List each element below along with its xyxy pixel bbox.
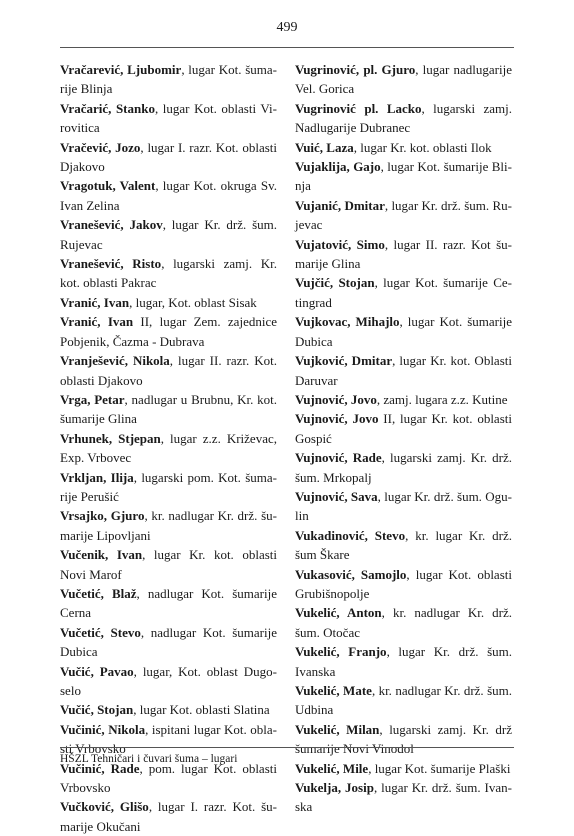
entry: [295, 235, 512, 274]
entry-name: Vučinić, Rade: [60, 760, 140, 776]
entry-text: II, lugar Kr. kot. oblasti Gospić: [295, 411, 512, 446]
entry-name: Vujatović, Simo: [295, 236, 385, 252]
entry-text: , lugarski pom. Kot. šumarije Perušić: [60, 469, 277, 504]
entry: [295, 487, 512, 526]
entry-text: , lugarski zamj. Kr. drž šumarije Novi Vinodol: [295, 721, 512, 757]
entry-text: , lugar Kot. okruga Sv. Ivan Zelina: [60, 178, 277, 213]
entry-text: , lugar Kr. drž. šum. Rujevac: [295, 197, 512, 233]
entry-text: , lugar II. razr. Kot šumarije Glina: [295, 236, 512, 272]
entry: [60, 293, 277, 312]
entry-name: Vukelja, Josip: [295, 780, 374, 796]
entry-name: Vujaklija, Gajo: [295, 159, 381, 175]
header-rule: [60, 47, 514, 48]
entry-name: Vračarić, Stanko: [60, 100, 155, 116]
entry-name: Vranić, Ivan: [60, 314, 134, 330]
entry: [60, 623, 277, 662]
left-column: [60, 60, 277, 836]
entry: [295, 720, 512, 759]
entry: [295, 759, 512, 778]
entry-name: Vračarević, Ljubomir: [60, 62, 182, 77]
entry: [60, 506, 277, 545]
entry-name: Vukelić, Franjo: [295, 644, 387, 660]
entry-text: , nadlugar Kot. šumarije Dubica: [60, 624, 277, 660]
entry: [60, 797, 277, 836]
entry-text: , lugarski zamj. Kr. drž. šum. Mrkopalj: [295, 450, 512, 485]
entry-name: Vujnović, Sava: [295, 488, 378, 504]
entry-text: , lugar Kr. drž. šum. Ivanska: [295, 644, 512, 679]
entry-name: Vučinić, Nikola: [60, 721, 146, 737]
entry: [60, 351, 277, 390]
entry: [60, 254, 277, 293]
entry-name: Vučić, Pavao: [60, 663, 134, 679]
page-number: 499: [276, 20, 298, 35]
entry-name: Vujanić, Dmitar: [295, 197, 385, 213]
entry-text: , lugar Kot. šumarije Cetingrad: [295, 275, 512, 310]
entry-name: Vučić, Stojan: [60, 702, 134, 718]
entry: [60, 700, 277, 719]
entry-name: Vračević, Jozo: [60, 139, 141, 155]
entry-text: , lugar Kot. šumarije Blinja: [295, 159, 512, 194]
entry-text: II, lugar Zem. zajednice Pobjenik, Čazma - Dubrava: [60, 314, 277, 349]
entry-text: , lugar I. razr. Kot. šumarije Okučani: [60, 799, 277, 834]
entry-name: Vranić, Ivan: [60, 294, 130, 310]
entry-name: Vranješević, Nikola: [60, 353, 170, 369]
entry-text: , lugar Kr. kot. oblasti Ilok: [353, 139, 492, 155]
entry-text: , lugar I. razr. Kot. oblasti Djakovo: [60, 139, 278, 175]
entry: [295, 603, 512, 642]
entry-name: Vranešević, Jakov: [60, 217, 163, 233]
entry-name: Vujnović, Rade: [295, 450, 382, 466]
entry-text: , lugarski zamj. Nadlugarije Dubranec: [295, 100, 512, 136]
entry-text: , lugar Kr. kot. oblasti Novi Marof: [60, 547, 277, 582]
entry-name: Vučetić, Blaž: [60, 585, 137, 601]
entry: [60, 215, 277, 254]
entry-text: , lugar nadlugarije Vel. Gorica: [295, 62, 512, 97]
entry: [60, 99, 277, 138]
entry-name: Vrkljan, Ilija: [60, 469, 134, 485]
entry: [295, 312, 512, 351]
entry-name: Vugrinović, pl. Gjuro: [295, 62, 416, 77]
entry-text: , lugar, Kot. oblast Dugoselo: [60, 663, 277, 698]
footer-rule: [60, 747, 514, 748]
entry-text: , pom. lugar Kot. oblasti Vrbovsko: [60, 760, 277, 796]
entry-name: Vučetić, Stevo: [60, 624, 141, 640]
entry-text: , kr. nadlugar Kr. drž. šum. Udbina: [295, 683, 512, 718]
entry: [295, 565, 512, 604]
entry-text: , nadlugar Kot. šumarije Cerna: [60, 585, 277, 621]
entry-text: , kr. lugar Kr. drž. šum Škare: [295, 527, 513, 563]
entry-name: Vučković, Glišo: [60, 799, 149, 815]
entry-name: Vukasović, Samojlo: [295, 566, 407, 582]
entry-name: Vujković, Dmitar: [295, 353, 393, 369]
entry: [295, 196, 512, 235]
entry-text: , lugar Kot. šumarije Plaški: [368, 760, 511, 776]
entry-name: Vrga, Petar: [60, 391, 125, 407]
entry-name: Vujnović, Jovo: [295, 411, 379, 427]
entry: [60, 176, 277, 215]
entry-name: Vukelić, Mile: [295, 760, 369, 776]
entry: [295, 681, 512, 720]
entry: [60, 138, 277, 177]
right-column: [295, 60, 512, 817]
entry: [295, 157, 512, 196]
entry-text: , nadlugar u Brubnu, Kr. kot. šumarije Glina: [60, 391, 277, 427]
entry-text: , zamj. lugara z.z. Kutine: [376, 391, 508, 407]
entry-name: Vrsajko, Gjuro: [60, 508, 145, 524]
footer-text: HŠZL Tehničari i čuvari šuma – lugari: [60, 753, 238, 765]
entry-text: , lugar Kr. drž. šum. Ogulin: [295, 488, 512, 524]
entry: [295, 60, 512, 99]
entry-text: , lugar Kot. šumarije Blinja: [60, 62, 277, 97]
entry-text: , lugar Kot. oblasti Slatina: [133, 702, 270, 718]
entry-text: , lugar Kr. drž. šum. Rujevac: [60, 217, 277, 252]
entry-name: Vujkovac, Mihajlo: [295, 314, 400, 330]
entry-text: , lugar Kot. oblasti Grubišnopolje: [295, 566, 512, 601]
entry: [60, 312, 277, 351]
entry: [295, 448, 512, 487]
entry: [60, 545, 277, 584]
entry: [60, 468, 277, 507]
entry: [295, 409, 512, 448]
entry-text: , kr. nadlugar Kr. drž. šum. Otočac: [295, 605, 512, 640]
entry: [295, 642, 512, 681]
entry: [60, 584, 277, 623]
entry-text: , lugar z.z. Križevac, Exp. Vrbovec: [60, 430, 277, 466]
entry-name: Vujčić, Stojan: [295, 275, 375, 291]
entry-name: Vukelić, Mate: [295, 683, 372, 698]
entry: [295, 138, 512, 157]
entry-text: , lugar Kr. kot. Oblasti Daruvar: [295, 353, 512, 388]
entry: [60, 390, 277, 429]
entry-name: Vukelić, Anton: [295, 605, 382, 621]
entry-name: Vugrinović pl. Lacko: [295, 100, 422, 116]
entry-text: , lugar Kr. drž. šum. Ivanska: [295, 780, 512, 815]
entry-text: , lugar Kot. oblasti Virovitica: [60, 100, 277, 136]
entry-name: Vučenik, Ivan: [60, 547, 143, 563]
entry-text: , lugar, Kot. oblast Sisak: [129, 294, 257, 310]
entry-name: Vukelić, Milan: [295, 721, 380, 737]
entry-text: , lugar Kot. šumarije Dubica: [295, 314, 512, 349]
entry-name: Vukadinović, Stevo: [295, 527, 406, 543]
entry-name: Vragotuk, Valent: [60, 178, 156, 194]
entry-name: Vujnović, Jovo: [295, 391, 377, 407]
entry-text: , lugarski zamj. Kr. kot. oblasti Pakrac: [60, 256, 277, 291]
entry-name: Vranešević, Risto: [60, 256, 162, 272]
entry: [295, 351, 512, 390]
entry: [295, 778, 512, 817]
entry: [295, 390, 512, 409]
entry-name: Vrhunek, Stjepan: [60, 430, 161, 446]
entry-text: , ispitani lugar Kot. oblasti Vrbovsko: [60, 721, 278, 757]
entry-text: , lugar II. razr. Kot. oblasti Djakovo: [60, 353, 277, 388]
entry: [60, 662, 277, 701]
entry: [295, 273, 512, 312]
entry: [295, 99, 512, 138]
entry-text: , kr. nadlugar Kr. drž. šumarije Lipovljani: [60, 508, 277, 543]
entry: [60, 60, 277, 99]
entry: [60, 429, 277, 468]
entry-name: Vuić, Laza: [295, 139, 354, 155]
entry: [295, 526, 512, 565]
